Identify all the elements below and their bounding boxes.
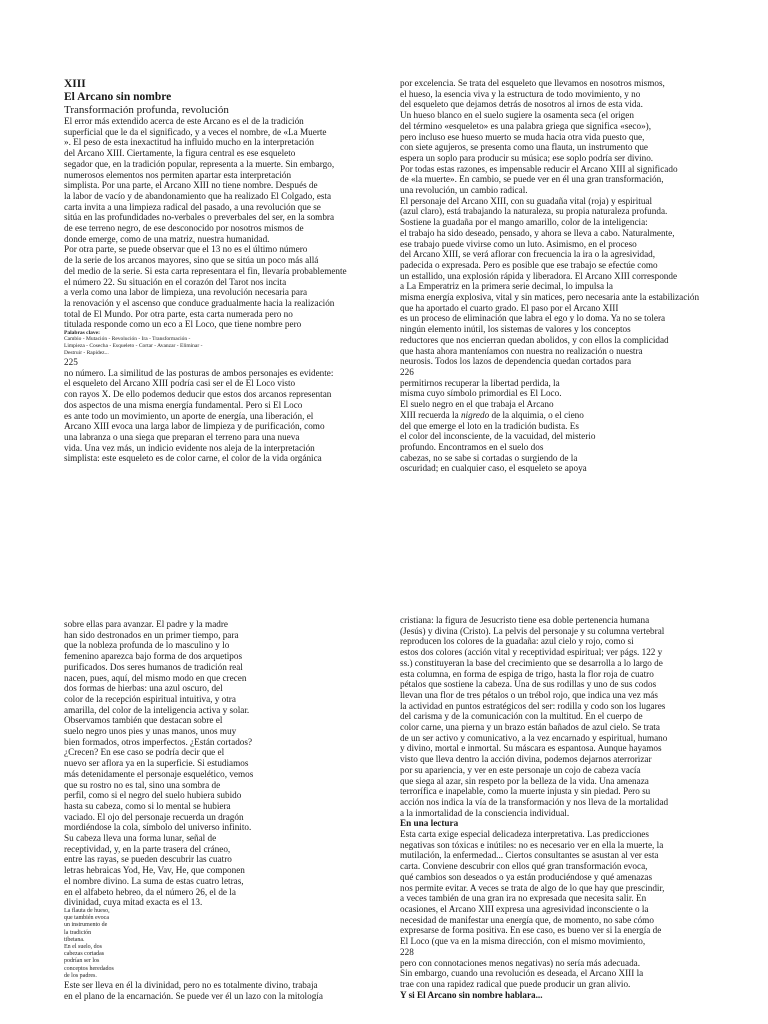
text-line: es un proceso de eliminación que labra el ego y lo doma. Ya no se tolera <box>400 313 666 324</box>
text-line: han sido destronados en un primer tiempo, para <box>64 629 239 640</box>
text-line: permitirnos recuperar la libertad perdida, la <box>400 377 560 388</box>
text-line: purificados. Dos seres humanos de tradición real <box>64 661 243 672</box>
text-line: el esqueleto del Arcano XIII podría casi ser el de El Loco visto <box>64 378 296 389</box>
column-top-right <box>400 78 700 474</box>
text-line: estos dos colores (acción vital y receptividad espiritual; ver págs. 122 y <box>400 647 663 658</box>
text-line: por excelencia. Se trata del esqueleto que llevamos en nosotros mismos, <box>400 78 665 88</box>
text-line: ¿Crecen? En ese caso se podría decir que el <box>64 747 225 758</box>
text-line: a La Emperatriz en la primera serie decimal, lo impulsa la <box>400 281 614 292</box>
text-line: Su cabeza lleva una forma lunar, señal de <box>64 833 217 844</box>
text-line: de un ser activo y comunicativo, a la vez encarnado y espiritual, humano <box>400 732 668 743</box>
text-line: donde emerge, como de una matriz, nuestra humanidad. <box>64 233 270 244</box>
text-line: es ante todo un movimiento, un aporte de energía, una liberación, el <box>64 410 314 421</box>
keywords-list <box>64 336 364 357</box>
text-line: un estallido, una explosión rápida y liberadora. El Arcano XIII corresponde <box>400 270 678 281</box>
text-line: oscuridad; en cualquier caso, el esqueleto se apoya <box>400 463 587 474</box>
text-line: pétalos que sostiene la cabeza. Una de sus rodillas y uno de sus codos <box>400 679 657 690</box>
text-line: entre las rayas, se pueden descubrir las cuatro <box>64 854 232 865</box>
text-line: El suelo negro en el que trabaja el Arcano <box>400 399 554 410</box>
text-line: por su apariencia, y ver en este personaje un cojo de cabeza vacía <box>400 764 641 775</box>
text-line: Por todas estas razones, es impensable reducir el Arcano XIII al significado <box>400 163 678 174</box>
text-line: podrían ser los <box>64 958 100 965</box>
text-line: el número 22. Su situación en el corazón del Tarot nos incita <box>64 276 287 287</box>
text-line: de ese terreno negro, de ese desconocido por nosotros mismos de <box>64 223 304 234</box>
text-line: una revolución, un cambio radical. <box>400 185 528 196</box>
arcana-subtitle: Transformación profunda, revolución <box>64 104 229 116</box>
text-line: a veces también de una gran ira no expresada que necesita salir. En <box>400 893 647 904</box>
body-text <box>400 378 700 410</box>
text-line: suelo negro unos pies y unas manos, unos muy <box>64 726 237 737</box>
text-line: Destruir - Rapidez... <box>64 350 109 357</box>
text-line: dos aspectos de una misma energía fundamental. Pero si El Loco <box>64 399 303 410</box>
nigredo-word: nigredo <box>460 409 490 420</box>
text-line: a la inmortalidad de la consciencia individual. <box>400 807 570 818</box>
text-line: vaciado. El ojo del personaje recuerda un dragón <box>64 811 244 822</box>
text-line: vida. Una vez más, un indicio evidente nos aleja de la interpretación <box>64 442 315 453</box>
arcana-number: XIII <box>64 78 86 90</box>
text-line: que su rostro no es tal, sino una sombra de <box>64 779 221 790</box>
text-line: el trabajo ha sido deseado, pensado, y ahora se lleva a cabo. Naturalmente, <box>400 227 675 238</box>
body-text <box>400 958 700 990</box>
text-line: a verla como una labor de limpieza, una revolución necesaria para <box>64 287 308 298</box>
text-line: del esqueleto que dejamos detrás de nosotros al irnos de esta vida. <box>400 99 643 110</box>
text-line: femenino aparezca bajo forma de dos arquetipos <box>64 651 243 662</box>
text-line: del carisma y de la comunicación con la multitud. En el cuerpo de <box>400 711 643 722</box>
body-text <box>64 980 364 1001</box>
text-line: que también evoca <box>64 915 109 922</box>
text-line: titulada responde como un eco a El Loco, que tiene nombre pero <box>64 319 302 330</box>
text-line: nos permite evitar. A veces se trata de algo de lo que hay que prescindir, <box>400 882 665 893</box>
text-line: En el suelo, dos <box>64 944 102 950</box>
text-line: el nombre divino. La suma de estas cuatro letras, <box>64 875 244 886</box>
body-text <box>64 116 364 330</box>
column-bottom-right <box>400 615 700 1000</box>
text-line: espera un soplo para producir su música; ese soplo podría ser divino. <box>400 152 654 163</box>
text-line: expresarse de forma positiva. En ese caso, es bueno ver si la energía de <box>400 925 662 936</box>
section-heading: En una lectura <box>400 818 459 829</box>
text-line: divinidad, cuya mitad exacta es el 13. <box>64 897 203 908</box>
column-bottom-left <box>64 619 364 1001</box>
text-line: que ha aportado el cuarto grado. El paso por el Arcano XIII <box>400 302 619 313</box>
text-line: carta. Conviene descubrir con ellos qué gran transformación evoca, <box>400 861 648 872</box>
text-line: del Arcano XIII, se verá aflorar con frecuencia la ira o la agresividad, <box>400 249 656 260</box>
text-line: simplista. Por una parte, el Arcano XIII no tiene nombre. Después de <box>64 180 318 191</box>
text-line: y divino, mortal e inmortal. Su máscara es espantosa. Aunque hayamos <box>400 743 662 754</box>
text-line: qué cambios son deseados o ya están produciéndose y qué amenazas <box>400 871 653 882</box>
text-line: acción nos indica la vía de la transformación y nos lleva de la mortalidad <box>400 796 669 807</box>
text-line: en el alfabeto hebreo, da el número 26, el de la <box>64 886 236 897</box>
text-line: La flauta de hueso, <box>64 907 110 914</box>
text-line: necesidad de manifestar una energía que, de momento, no sabe cómo <box>400 914 654 925</box>
text-line: del Arcano XIII. Ciertamente, la figura central es ese esqueleto <box>64 148 296 159</box>
text-line: Esta carta exige especial delicadeza interpretativa. Las predicciones <box>400 829 649 840</box>
arcana-title: El Arcano sin nombre <box>64 91 172 103</box>
text-line: llevan una flor de tres pétalos o un trébol rojo, que indica una vez más <box>400 689 658 700</box>
text-line: la actividad en puntos estratégicos del ser: rodilla y codo son los lugares <box>400 700 666 711</box>
text-line: reductores que nos encierran quedan abolidos, y con ellos la complicidad <box>400 334 669 345</box>
text-line: profundo. Encontramos en el suelo dos <box>400 441 544 452</box>
text-line: del que emerge el loto en la tradición budista. Es <box>400 420 579 431</box>
text-line: más detenidamente el personaje esquelético, vemos <box>64 768 254 779</box>
text-line: pero incluso ese hueso muerto se muda hacia otra vida puesto que, <box>400 131 645 142</box>
nigredo-suffix: de la alquimia, o el cieno <box>489 409 584 420</box>
text-line: misma cuyo símbolo primordial es El Loco. <box>400 388 562 399</box>
body-text <box>64 368 364 464</box>
text-line: color carne, una pierna y un brazo están bañados de azul cielo. Se trata <box>400 722 660 733</box>
nigredo-prefix: XIII recuerda la <box>400 409 461 420</box>
text-line: perfil, como si el negro del suelo hubiera subido <box>64 790 242 801</box>
text-line: ». El peso de esta inexactitud ha influido mucho en la interpretación <box>64 137 315 148</box>
text-line: el hueso, la esencia viva y la estructura de todo movimiento, y no <box>400 88 641 99</box>
body-text <box>400 421 700 475</box>
text-line: no número. La similitud de las posturas de ambos personajes es evidente: <box>64 367 334 378</box>
text-line: color de la recepción espiritual intuitiva, y otra <box>64 693 236 704</box>
text-line: cabezas, no se sabe si cortadas o surgiendo de la <box>400 452 578 463</box>
page-number: 226 <box>400 366 414 377</box>
text-line: bien formados, otros imperfectos. ¿Están cortados? <box>64 736 253 747</box>
text-line: padecida o expresada. Pero es posible que ese trabajo se efectúe como <box>400 259 658 270</box>
text-line: total de El Mundo. Por otra parte, esta carta numerada pero no <box>64 308 293 319</box>
text-line: ningún elemento inútil, los sistemas de valores y los conceptos <box>400 324 631 335</box>
text-line: Sin embargo, cuando una revolución es deseada, el Arcano XIII la <box>400 968 644 979</box>
text-line: cristiana: la figura de Jesucristo tiene esa doble pertenencia humana <box>400 615 650 625</box>
text-line: (Jesús) y divina (Cristo). La pelvis del personaje y su columna vertebral <box>400 625 665 636</box>
text-line: que siega al azar, sin respeto por la belleza de la vida. Una amenaza <box>400 775 649 786</box>
text-line: Cambio - Mutación - Revolución - Ira - Transformación - <box>64 336 191 343</box>
text-line: ocasiones, el Arcano XIII expresa una agresividad inconsciente o la <box>400 903 649 914</box>
text-line: amarilla, del color de la inteligencia activa y solar. <box>64 704 250 715</box>
text-line: Un hueso blanco en el suelo sugiere la osamenta seca (el origen <box>400 110 634 121</box>
text-line: trae con una rapidez radical que puede producir un gran alivio. <box>400 978 631 989</box>
text-line: nacen, pues, aquí, del mismo modo en que crecen <box>64 672 247 683</box>
closing-heading: Y si El Arcano sin nombre hablara... <box>400 989 543 1000</box>
text-line: conceptos heredados <box>64 965 114 972</box>
text-line: hasta su cabeza, como si lo mental se hubiera <box>64 800 231 811</box>
text-line: de los padres. <box>64 972 97 979</box>
text-line: superficial que le da el significado, y a veces el nombre, de «La Muerte <box>64 126 327 137</box>
text-line: carta invita a una limpieza radical del pasado, a una revolución que se <box>64 201 321 212</box>
text-line: un instrumento de <box>64 922 108 929</box>
text-line: en el plano de la encarnación. Se puede ver él un lazo con la mitología <box>64 990 323 1001</box>
text-line: terrorífica e inapelable, como la muerte injusta y sin piedad. Pero su <box>400 786 651 797</box>
text-line: Sostiene la guadaña por el mango amarillo, color de la inteligencia: <box>400 217 648 228</box>
text-line: negativas son tóxicas e inútiles: no es necesario ver en ella la muerte, la <box>400 839 664 850</box>
text-line: esta columna, en forma de espiga de trigo, hasta la flor roja de cuatro <box>400 668 654 679</box>
body-text <box>400 78 700 367</box>
body-text <box>64 619 364 908</box>
body-text <box>400 615 700 818</box>
text-line: Limpieza - Cosecha - Esqueleto - Cortar - Avanzar - Eliminar - <box>64 343 203 350</box>
text-line: la renovación y el ascenso que conduce gradualmente hacia la realización <box>64 297 335 308</box>
text-line: simplista: este esqueleto es de color carne, el color de la vida orgánica <box>64 453 322 464</box>
text-line: mordiéndose la cola, símbolo del universo infinito. <box>64 822 252 833</box>
text-line: del medio de la serie. Si esta carta representara el fin, llevaría probablemente <box>64 265 347 276</box>
text-line: sitúa en las profundidades no-verbales o preverbales del ser, en la sombra <box>64 212 335 223</box>
text-line: la labor de vacío y de abandonamiento que ha realizado El Colgado, esta <box>64 190 332 201</box>
text-line: del término «esqueleto» es una palabra griega que significa «seco»), <box>400 120 652 131</box>
text-line: El error más extendido acerca de este Arcano es el de la tradición <box>64 116 304 126</box>
text-line: el color del inconsciente, de la vacuidad, del misterio <box>400 431 596 442</box>
text-line: Por otra parte, se puede observar que el 13 no es el último número <box>64 244 308 255</box>
text-line: pero con connotaciones menos negativas) no sería más adecuada. <box>400 957 641 968</box>
text-line: que la nobleza profunda de lo masculino y lo <box>64 640 230 651</box>
nigredo-line <box>400 410 700 421</box>
text-line: con rayos X. De ello podemos deducir que estos dos arcanos representan <box>64 389 332 400</box>
image-caption <box>64 908 364 980</box>
text-line: receptividad, y, en la parte trasera del cráneo, <box>64 843 231 854</box>
text-line: segador que, en la tradición popular, representa a la muerte. Sin embargo, <box>64 158 335 169</box>
text-line: numerosos elementos nos permiten apartar esta interpretación <box>64 169 292 180</box>
text-line: que hasta ahora manteníamos con nuestra no realización o nuestra <box>400 345 643 356</box>
text-line: de la serie de los arcanos mayores, sino que se sitúa un poco más allá <box>64 255 319 266</box>
keywords-label: Palabras clave: <box>64 330 100 337</box>
text-line: tibetana. <box>64 936 85 943</box>
text-line: ss.) constituyeran la base del crecimiento que se desarrolla a lo largo de <box>400 657 663 668</box>
text-line: una labranza o una siega que preparan el terreno para una nueva <box>64 431 300 442</box>
text-line: cabezas cortadas <box>64 951 105 958</box>
text-line: neurosis. Todos los lazos de dependencia quedan cortados para <box>400 356 632 367</box>
text-line: visto que lleva dentro la acción divina, podemos dejarnos aterrorizar <box>400 754 652 765</box>
text-line: (azul claro), está trabajando la naturaleza, su propia naturaleza profunda. <box>400 206 668 217</box>
text-line: con siete agujeros, se presenta como una flauta, un instrumento que <box>400 142 648 153</box>
text-line: dos formas de hierbas: una azul oscuro, del <box>64 683 223 694</box>
text-line: mutilación, la enfermedad... Ciertos consultantes se asustan al ver esta <box>400 850 659 861</box>
text-line: reproducen los colores de la guadaña: azul cielo y rojo, como si <box>400 636 634 647</box>
text-line: Este ser lleva en él la divinidad, pero no es totalmente divino, trabaja <box>64 980 318 991</box>
text-line: nuevo ser aflora ya en la superficie. Si estudiamos <box>64 758 249 769</box>
text-line: El personaje del Arcano XIII, con su guadaña vital (roja) y espiritual <box>400 195 653 206</box>
text-line: sobre ellas para avanzar. El padre y la madre <box>64 619 229 629</box>
text-line: de «la muerte». En cambio, se puede ver en él una gran transformación, <box>400 174 664 185</box>
column-top-left <box>64 78 364 464</box>
page-number: 228 <box>400 946 414 957</box>
text-line: letras hebraicas Yod, He, Vav, He, que componen <box>64 865 245 876</box>
text-line: la tradición <box>64 929 92 936</box>
page-number: 225 <box>64 357 78 368</box>
body-text <box>400 829 700 947</box>
text-line: ese trabajo puede vivirse como un luto. Asimismo, en el proceso <box>400 238 637 249</box>
text-line: misma energía explosiva, vital y sin matices, pero necesaria ante la estabilización <box>400 292 700 303</box>
text-line: El Loco (que va en la misma dirección, con el mismo movimiento, <box>400 936 646 947</box>
text-line: Arcano XIII evoca una larga labor de limpieza y de purificación, como <box>64 421 325 432</box>
text-line: Observamos también que destacan sobre el <box>64 715 223 726</box>
